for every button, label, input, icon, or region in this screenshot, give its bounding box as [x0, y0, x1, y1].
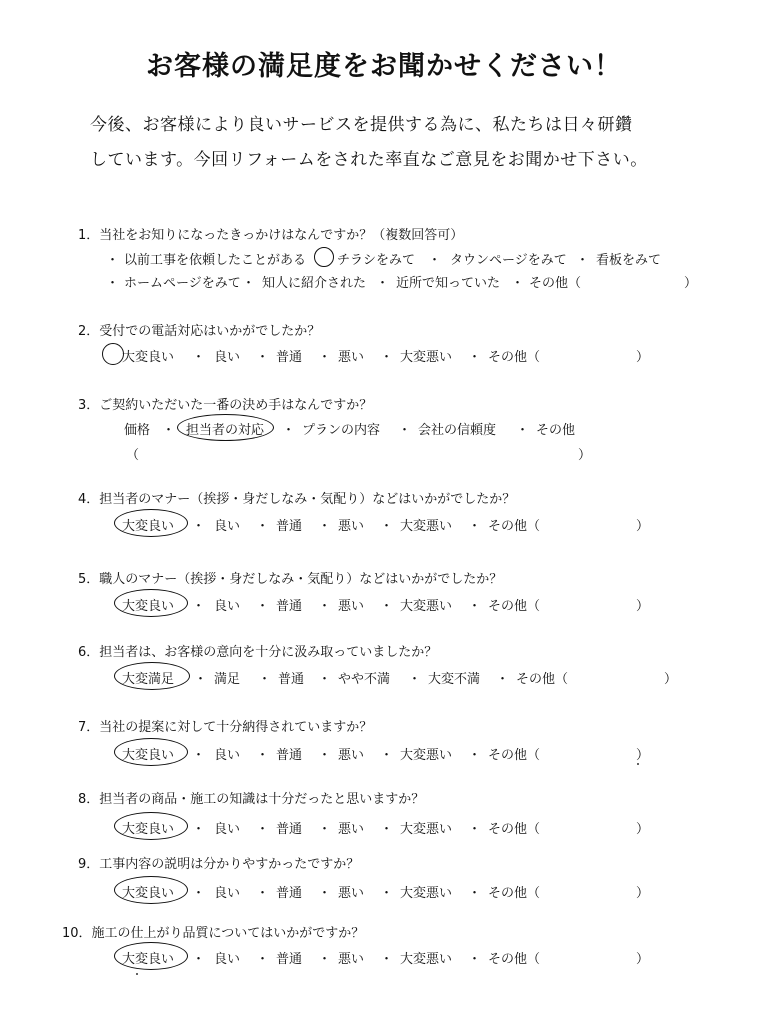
- separator: ・: [258, 672, 272, 687]
- separator: ・: [380, 886, 394, 901]
- option-price[interactable]: 価格: [124, 423, 151, 438]
- close-paren: ）: [664, 672, 678, 687]
- separator: ・: [192, 350, 206, 365]
- option-company-reliability[interactable]: 会社の信頼度: [418, 423, 497, 438]
- separator: ・: [192, 952, 206, 967]
- close-paren: ）: [578, 448, 592, 463]
- option-other[interactable]: その他（: [488, 822, 541, 837]
- question-8-options: [0, 818, 768, 840]
- option-knew-from-neighborhood[interactable]: 近所で知っていた: [396, 276, 501, 291]
- option-bad[interactable]: 悪い: [338, 350, 365, 365]
- option-very-good[interactable]: 大変良い: [122, 952, 175, 967]
- separator: ・: [576, 253, 590, 268]
- option-very-bad[interactable]: 大変悪い: [400, 886, 453, 901]
- option-other[interactable]: その他（: [529, 276, 582, 291]
- option-introduced-by-acquaintance[interactable]: 知人に紹介された: [262, 276, 367, 291]
- option-very-good[interactable]: 大変良い: [122, 886, 175, 901]
- option-bad[interactable]: 悪い: [338, 748, 365, 763]
- close-paren: ）: [636, 350, 650, 365]
- option-other[interactable]: その他（: [516, 672, 569, 687]
- option-good[interactable]: 良い: [214, 519, 241, 534]
- option-very-good[interactable]: 大変良い: [122, 519, 175, 534]
- close-paren: ）: [636, 822, 650, 837]
- separator: ・: [468, 748, 482, 763]
- option-very-dissatisfied[interactable]: 大変不満: [428, 672, 481, 687]
- close-paren: ）: [636, 599, 650, 614]
- separator: ・: [192, 519, 206, 534]
- separator: ・: [380, 952, 394, 967]
- option-average[interactable]: 普通: [276, 886, 303, 901]
- option-town-pages[interactable]: タウンページをみて: [450, 253, 567, 268]
- option-other[interactable]: その他（: [488, 952, 541, 967]
- separator: ・: [468, 350, 482, 365]
- selection-circle-mark: [314, 247, 334, 267]
- option-bad[interactable]: 悪い: [338, 519, 365, 534]
- question-5-options: [0, 595, 768, 617]
- option-good[interactable]: 良い: [214, 599, 241, 614]
- option-very-good[interactable]: 大変良い: [122, 599, 175, 614]
- separator: ・: [468, 519, 482, 534]
- option-good[interactable]: 良い: [214, 748, 241, 763]
- option-average[interactable]: 普通: [276, 350, 303, 365]
- separator: ・: [318, 952, 332, 967]
- option-very-good[interactable]: 大変良い: [122, 748, 175, 763]
- option-previous-work[interactable]: 以前工事を依頼したことがある: [124, 253, 307, 268]
- option-very-good[interactable]: 大変良い: [122, 350, 175, 365]
- separator: ・: [380, 748, 394, 763]
- option-homepage[interactable]: ホームページをみて: [124, 276, 241, 291]
- separator: ・: [256, 886, 270, 901]
- separator: ・: [516, 423, 530, 438]
- separator: ・: [318, 350, 332, 365]
- open-paren: （: [126, 448, 140, 463]
- separator: ・: [162, 423, 176, 438]
- question-6-label: 6．担当者は、お客様の意向を十分に汲み取っていましたか？: [78, 645, 438, 660]
- separator: ・: [380, 822, 394, 837]
- question-4-options: [0, 515, 768, 537]
- separator: ・: [192, 822, 206, 837]
- separator: ・: [496, 672, 510, 687]
- option-good[interactable]: 良い: [214, 350, 241, 365]
- question-9-label: 9．工事内容の説明は分かりやすかったですか？: [78, 857, 360, 872]
- question-2-options: [0, 346, 768, 368]
- close-paren: ）: [636, 519, 650, 534]
- separator: ・: [242, 276, 256, 291]
- option-other[interactable]: その他: [536, 423, 576, 438]
- separator: ・: [106, 253, 120, 268]
- question-3-label: 3．ご契約いただいた一番の決め手はなんですか？: [78, 398, 373, 413]
- question-8-label: 8．担当者の商品・施工の知識は十分だったと思いますか？: [78, 792, 425, 807]
- separator: ・: [256, 748, 270, 763]
- separator: ・: [192, 599, 206, 614]
- option-staff-response[interactable]: 担当者の対応: [186, 423, 265, 438]
- option-good[interactable]: 良い: [214, 886, 241, 901]
- question-2-label: 2．受付での電話対応はいかがでしたか？: [78, 324, 321, 339]
- close-paren: ）: [684, 276, 698, 291]
- separator: ・: [468, 886, 482, 901]
- question-9-options: [0, 882, 768, 904]
- close-paren: ）: [636, 748, 650, 763]
- separator: ・: [256, 952, 270, 967]
- option-other[interactable]: その他（: [488, 350, 541, 365]
- option-very-good[interactable]: 大変良い: [122, 822, 175, 837]
- separator: ・: [318, 886, 332, 901]
- separator: ・: [106, 276, 120, 291]
- separator: ・: [468, 952, 482, 967]
- option-flyer[interactable]: チラシをみて: [337, 253, 416, 268]
- separator: ・: [468, 822, 482, 837]
- intro-line-2: しています。今回リフォームをされた率直なご意見をお聞かせ下さい。: [90, 150, 648, 170]
- option-somewhat-dissatisfied[interactable]: やや不満: [338, 672, 391, 687]
- option-bad[interactable]: 悪い: [338, 952, 365, 967]
- question-4-label: 4．担当者のマナー（挨拶・身だしなみ・気配り）などはいかがでしたか？: [78, 492, 516, 507]
- separator: ・: [256, 350, 270, 365]
- option-other[interactable]: その他（: [488, 748, 541, 763]
- option-very-bad[interactable]: 大変悪い: [400, 952, 453, 967]
- option-signboard[interactable]: 看板をみて: [596, 253, 662, 268]
- option-average[interactable]: 普通: [276, 748, 303, 763]
- option-very-bad[interactable]: 大変悪い: [400, 748, 453, 763]
- survey-title: お客様の満足度をお聞かせください！: [146, 51, 622, 82]
- question-10-label: 10．施工の仕上がり品質についてはいかがですか？: [62, 926, 365, 941]
- option-very-bad[interactable]: 大変悪い: [400, 350, 453, 365]
- intro-line-1: 今後、お客様により良いサービスを提供する為に、私たちは日々研鑽: [90, 115, 633, 135]
- separator: ・: [408, 672, 422, 687]
- option-very-bad[interactable]: 大変悪い: [400, 822, 453, 837]
- question-1-label: 1．当社をお知りになったきっかけはなんですか？（複数回答可）: [78, 228, 464, 243]
- scan-speck: [637, 763, 639, 765]
- option-average[interactable]: 普通: [276, 599, 303, 614]
- separator: ・: [318, 519, 332, 534]
- option-other[interactable]: その他（: [488, 599, 541, 614]
- separator: ・: [380, 350, 394, 365]
- question-1-options: [0, 249, 768, 293]
- separator: ・: [428, 253, 442, 268]
- option-very-satisfied[interactable]: 大変満足: [122, 672, 175, 687]
- option-average[interactable]: 普通: [276, 519, 303, 534]
- option-bad[interactable]: 悪い: [338, 599, 365, 614]
- separator: ・: [256, 599, 270, 614]
- separator: ・: [282, 423, 296, 438]
- separator: ・: [318, 822, 332, 837]
- separator: ・: [511, 276, 525, 291]
- question-6-options: [0, 668, 768, 690]
- separator: ・: [380, 519, 394, 534]
- option-plan-content[interactable]: プランの内容: [302, 423, 381, 438]
- option-other[interactable]: その他（: [488, 519, 541, 534]
- option-average[interactable]: 普通: [278, 672, 305, 687]
- close-paren: ）: [636, 886, 650, 901]
- close-paren: ）: [636, 952, 650, 967]
- option-good[interactable]: 良い: [214, 822, 241, 837]
- separator: ・: [318, 748, 332, 763]
- separator: ・: [468, 599, 482, 614]
- separator: ・: [192, 886, 206, 901]
- question-5-label: 5．職人のマナー（挨拶・身だしなみ・気配り）などはいかがでしたか？: [78, 572, 503, 587]
- separator: ・: [318, 599, 332, 614]
- separator: ・: [256, 822, 270, 837]
- option-bad[interactable]: 悪い: [338, 886, 365, 901]
- scan-speck: [136, 973, 138, 975]
- separator: ・: [380, 599, 394, 614]
- separator: ・: [256, 519, 270, 534]
- separator: ・: [376, 276, 390, 291]
- option-other[interactable]: その他（: [488, 886, 541, 901]
- option-bad[interactable]: 悪い: [338, 822, 365, 837]
- option-very-bad[interactable]: 大変悪い: [400, 519, 453, 534]
- option-very-bad[interactable]: 大変悪い: [400, 599, 453, 614]
- separator: ・: [398, 423, 412, 438]
- question-7-label: 7．当社の提案に対して十分納得されていますか？: [78, 720, 373, 735]
- selection-circle-mark: [102, 343, 124, 365]
- separator: ・: [192, 748, 206, 763]
- option-satisfied[interactable]: 満足: [214, 672, 241, 687]
- question-7-options: [0, 744, 768, 766]
- separator: ・: [194, 672, 208, 687]
- option-average[interactable]: 普通: [276, 952, 303, 967]
- question-3-options: [0, 419, 768, 463]
- question-10-options: [0, 948, 768, 970]
- separator: ・: [318, 672, 332, 687]
- option-good[interactable]: 良い: [214, 952, 241, 967]
- option-average[interactable]: 普通: [276, 822, 303, 837]
